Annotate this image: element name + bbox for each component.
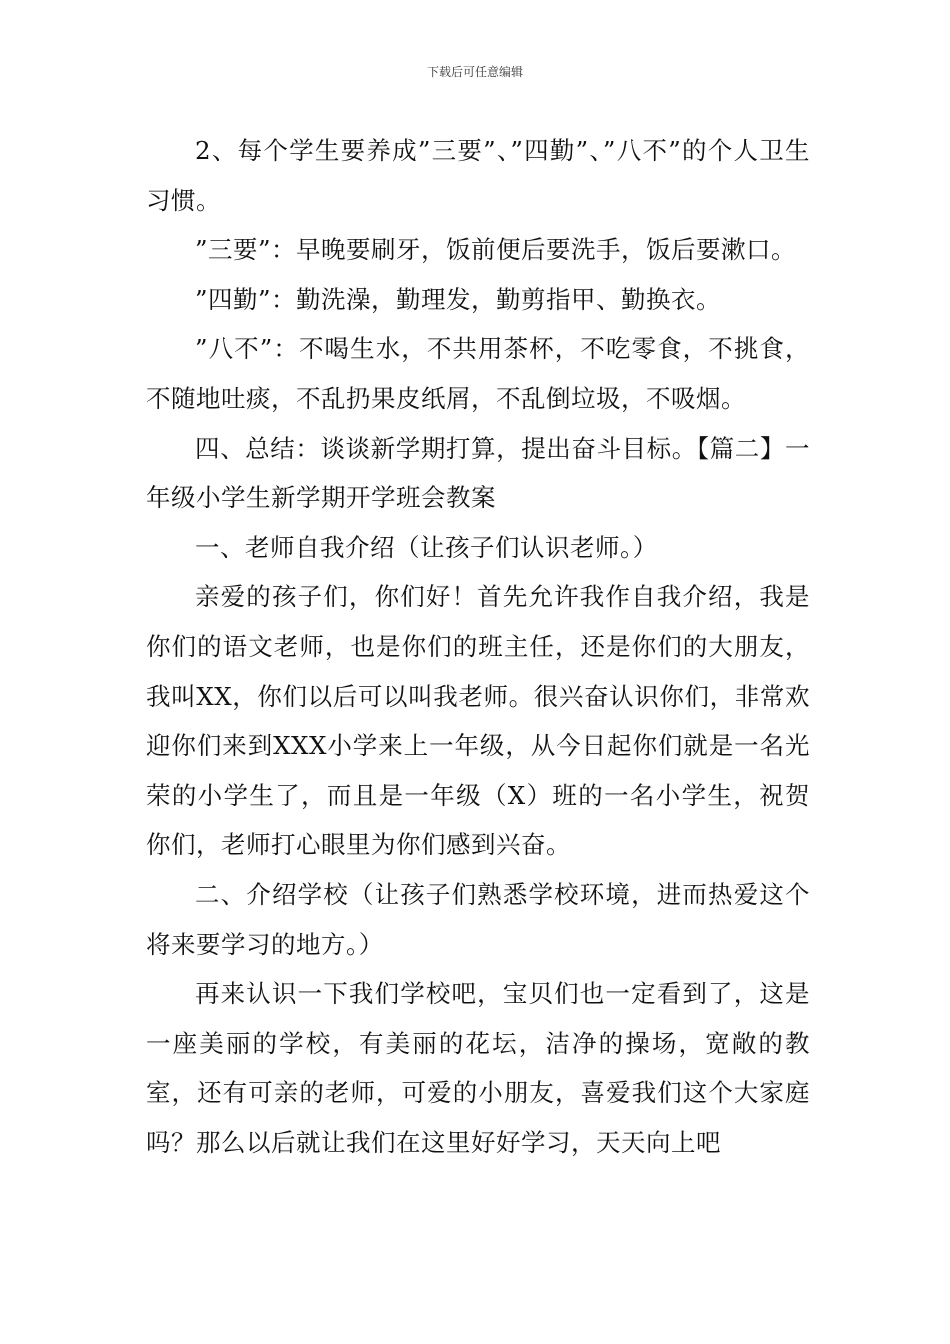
document-body: [146, 126, 810, 1167]
paragraph-three-musts: ”三要”：早晚要刷牙，饭前便后要洗手，饭后要漱口。: [195, 235, 797, 265]
page-header: 下载后可任意编辑: [426, 65, 523, 79]
paragraph-school-intro: 再来认识一下我们学校吧，宝贝们也一定看到了，这是一座美丽的学校，有美丽的花坛，洁净的操场，宽敞的教室，还有可亲的老师，可爱的小朋友，喜爱我们这个大家庭吗？那么以后就让我们在这里好好学习，天天向上吧: [146, 979, 810, 1157]
paragraph-teacher-intro-heading: 一、老师自我介绍（让孩子们认识老师。）: [195, 532, 658, 562]
paragraph-hygiene-habits: 2、每个学生要养成”三要”、”四勤”、”八不”的个人卫生习惯。: [146, 136, 810, 215]
paragraph-eight-donts: ”八不”：不喝生水，不共用茶杯，不吃零食，不挑食，不随地吐痰，不乱扔果皮纸屑，不乱倒垃圾，不吸烟。: [146, 334, 810, 413]
paragraph-four-diligences: ”四勤”：勤洗澡，勤理发，勤剪指甲、勤换衣。: [195, 284, 722, 314]
paragraph-teacher-intro: 亲爱的孩子们，你们好！首先允许我作自我介绍，我是你们的语文老师，也是你们的班主任，还是你们的大朋友，我叫XX，你们以后可以叫我老师。很兴奋认识你们，非常欢迎你们来到XXX小学来上一年级，从今日起你们就是一名光荣的小学生了，而且是一年级（X）班的一名小学生，祝贺你们，老师打心眼里为你们感到兴奋。: [146, 582, 810, 860]
paragraph-summary: 四、总结：谈谈新学期打算，提出奋斗目标。【篇二】一年级小学生新学期开学班会教案: [146, 433, 810, 513]
paragraph-school-intro-heading: 二、介绍学校（让孩子们熟悉学校环境，进而热爱这个将来要学习的地方。）: [146, 879, 810, 959]
